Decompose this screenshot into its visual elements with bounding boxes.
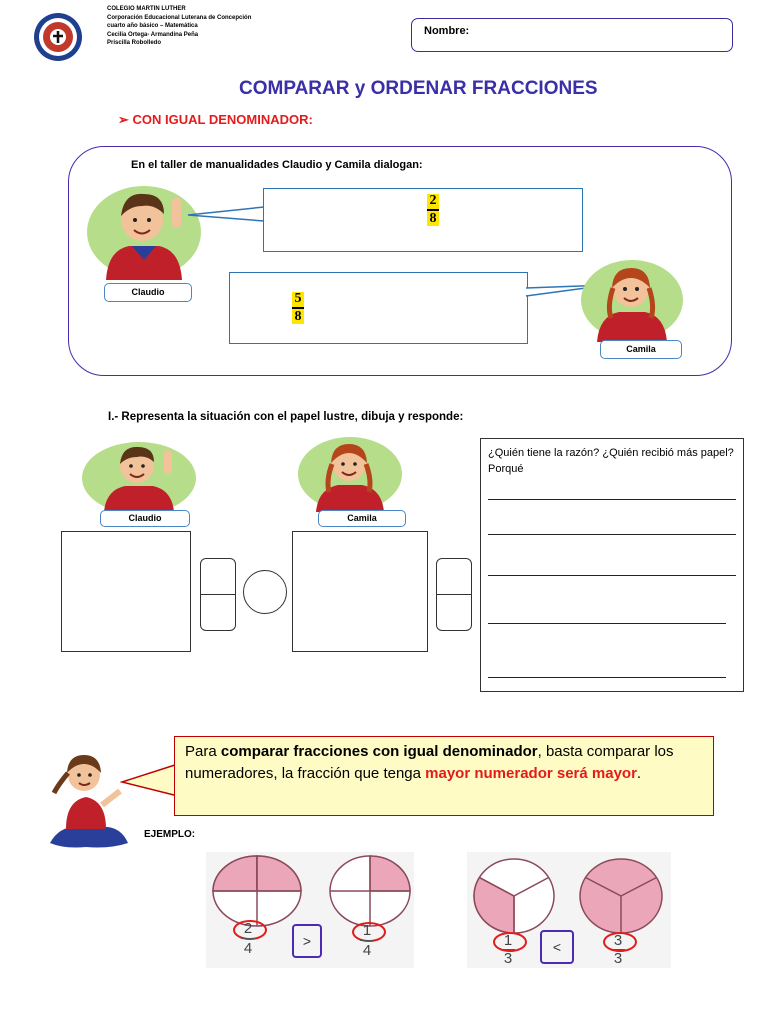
rule-text-1: Para (185, 743, 221, 760)
camila-fraction-box[interactable] (436, 558, 472, 631)
school-logo (33, 12, 83, 62)
answer-line-2[interactable] (488, 534, 736, 535)
corporation: Corporación Educacional Luterana de Concepción (107, 14, 252, 21)
teachers: Cecilia Ortega- Armandina Peña (107, 31, 199, 38)
question-box (480, 438, 744, 692)
claudio-namebox-2: Claudio (100, 510, 190, 527)
claudio-illustration (84, 180, 204, 280)
right-den1: 3 (503, 950, 513, 967)
right-comparison-symbol: < (540, 930, 574, 964)
activity-instruction: I.- Representa la situación con el papel lustre, dibuja y responde: (108, 411, 464, 423)
left-den1: 4 (243, 940, 253, 957)
answer-line-3[interactable] (488, 575, 736, 576)
answer-line-4[interactable] (488, 623, 726, 624)
example-left-panel (206, 852, 414, 968)
claudio-fraction (427, 194, 439, 226)
camila-drawing-area[interactable] (292, 531, 428, 652)
claudio-fraction-num: 2 (429, 193, 437, 208)
course: cuarto año básico – Matemática (107, 23, 198, 30)
section-subtitle: ➢ CON IGUAL DENOMINADOR: (118, 112, 313, 127)
claudio-fraction-den: 8 (429, 210, 437, 226)
page-title: COMPARAR y ORDENAR FRACCIONES (239, 78, 598, 99)
answer-line-1[interactable] (488, 499, 736, 500)
claudio-bubble-tail (186, 205, 266, 225)
circle-quarters-2 (210, 854, 304, 928)
camila-fraction-num: 5 (294, 291, 302, 306)
camila-illustration (579, 256, 685, 342)
left-num2: 1 (362, 922, 372, 939)
camila-fraction-den: 8 (294, 308, 302, 324)
left-den2: 4 (362, 942, 372, 959)
camila-fraction (292, 292, 304, 324)
claudio-drawing-area[interactable] (61, 531, 191, 652)
girl-illustration (40, 745, 132, 850)
example-right-panel (467, 852, 671, 968)
rule-bold-text: comparar fracciones con igual denominador (220, 743, 538, 760)
circle-thirds-1 (471, 856, 557, 936)
circle-thirds-3 (577, 856, 665, 936)
nombre-label: Nombre: (424, 25, 470, 37)
rule-text-3: . (636, 765, 642, 782)
camila-namebox-2: Camila (318, 510, 406, 527)
camila-speech-bubble (229, 272, 528, 344)
rule-bubble-tail (120, 760, 180, 804)
right-num2: 3 (613, 932, 623, 949)
rule-highlight-text: mayor numerador será mayor (425, 765, 637, 782)
claudio-fraction-box[interactable] (200, 558, 236, 631)
right-den2: 3 (613, 950, 623, 967)
rule-text-2: , basta comparar los numeradores, la fracción que tenga (185, 743, 674, 782)
rule-callout (174, 736, 714, 816)
camila-namebox: Camila (600, 340, 682, 359)
claudio-namebox: Claudio (104, 283, 192, 302)
example-label: EJEMPLO: (144, 829, 196, 840)
question-text: ¿Quién tiene la razón? ¿Quién recibió más papel? Porqué (488, 447, 734, 475)
camila-illustration-2 (296, 434, 404, 512)
claudio-illustration-2 (80, 438, 198, 512)
school-info (107, 5, 251, 48)
answer-line-5[interactable] (488, 677, 726, 678)
claudio-speech-bubble (263, 188, 583, 252)
left-num1: 2 (243, 920, 253, 937)
left-comparison-symbol: > (292, 924, 322, 958)
right-num1: 1 (503, 932, 513, 949)
comparison-circle[interactable] (243, 570, 287, 614)
nombre-field[interactable] (411, 18, 733, 52)
school-name: COLEGIO MARTIN LUTHER (107, 6, 186, 12)
dialog-intro: En el taller de manualidades Claudio y Camila dialogan: (131, 159, 423, 171)
teacher-2: Priscilla Robolledo (107, 40, 162, 47)
circle-quarters-1 (328, 854, 412, 928)
